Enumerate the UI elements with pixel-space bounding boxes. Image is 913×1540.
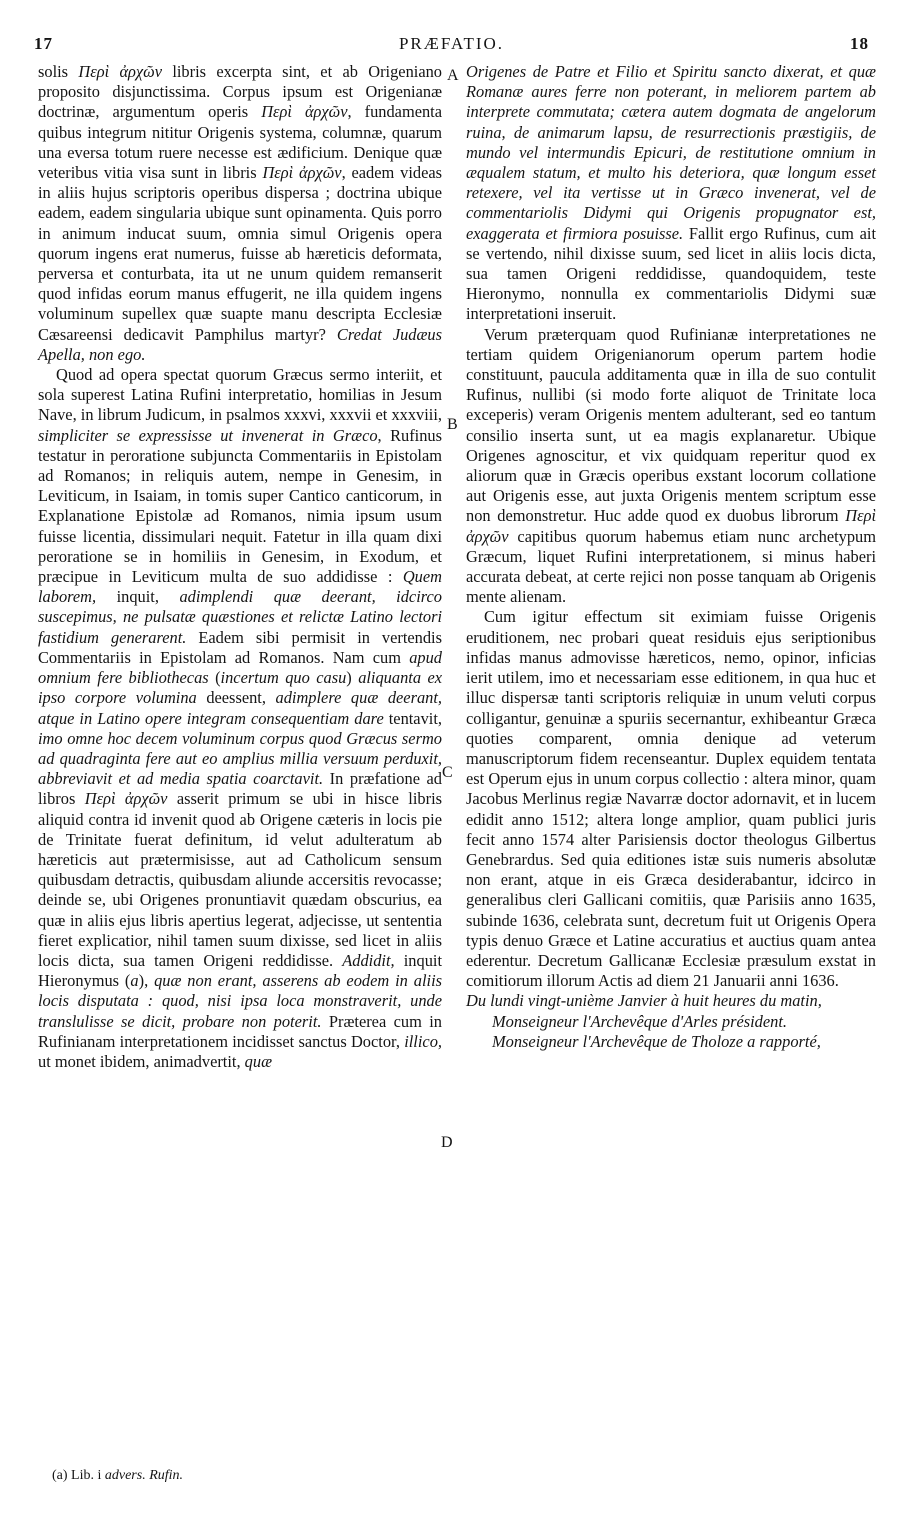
- minutes-line-3: Monseigneur l'Archevêque de Tholoze a rapporté,: [492, 1031, 821, 1051]
- running-header: [34, 34, 869, 60]
- minutes-line-1: Du lundi vingt-unième Janvier à huit heures du matin,: [466, 991, 822, 1011]
- text-run: , fundamenta quibus integrum nititur Origenis systema, columnæ, quarum una eversa totum ruere necesse est ædificium. Denique quæ veteribus vitia visa sunt in libris: [38, 102, 442, 183]
- text-run: Credat Judæus Apella, non ego.: [38, 324, 442, 364]
- margin-letter-d: D: [441, 1134, 453, 1151]
- margin-letter-a: A: [447, 67, 459, 84]
- text-run: Quem laborem,: [38, 567, 442, 607]
- text-run: , Rufinus testatur in peroratione subjuncta Commentariis in Epistolam ad Romanos; in reliquis autem, nempe in Genesim, in Leviticum, in Isaiam, in tomis super Cantico canticorum, in Explanatione Epistolæ ad Romanos, nimia ipsum usum fuisse licentia, dissimulari nequit. Fatetur in illa quam dixi peroratione se in homiliis in Genesim, in Exodum, et præcipue in Leviticum multa de suo addidisse :: [38, 425, 442, 587]
- text-run: Περὶ ἀρχῶν: [84, 789, 168, 809]
- text-run: In præfatione ad libros: [38, 769, 442, 809]
- text-run: adimplendi quæ deerant, idcirco suscepimus, ne pulsatæ quæstiones et relictæ Latino lectori fastidium generarent.: [38, 587, 442, 647]
- text-run: Περὶ ἀρχῶν: [78, 62, 162, 81]
- right-column: [466, 62, 876, 1052]
- left-paragraph-2: [38, 365, 442, 1072]
- margin-letter-c: C: [442, 764, 453, 781]
- text-run: Origenes de Patre et Filio et Spiritu sancto dixerat, et quæ Romanæ aures ferre non poterant, in meliorem partem ab interprete commutata; cætera autem dogmata de angelorum ruina, de animarum lapsu, de resurrectionis præstigiis, de mundo vel intermundis Epicuri, de restitutione omnium in æqualem statum, et multo his deteriora, quæ longum esset retexere, vel ita vertisse ut in Græco invenerat, vel de commentariolis Didymi qui Origenis propugnator est, exaggerata et firmiora posuisse.: [466, 62, 876, 243]
- text-run: illico,: [404, 1031, 442, 1051]
- text-run: simpliciter se expressisse ut invenerat in Græco: [38, 425, 378, 445]
- text-run: , eadem videas in aliis hujus scriptoris operibus dispersa ; doctrina ubique eadem, eadem singularia ubique sunt opinamenta. Quis porro in animum inducat suum, omnia simul Origenis opera quorum ingens erat numerus, fuisse ab hæreticis deformata, perversa et conturbata, ita ut ne unum quidem remanserit quod infidas eorum manus effugerit, ne illa quidem ingens voluminum supellex quæ suapte manu descripta Ecclesiæ Cæsareensi dedicavit Pamphilus martyr?: [38, 163, 442, 344]
- right-paragraph-2: [466, 325, 876, 608]
- text-run: aliquanta ex ipso corpore volumina: [38, 668, 442, 708]
- running-title: PRÆFATIO.: [398, 34, 505, 53]
- text-run: quæ non erant, asserens ab eodem in aliis locis disputata : quod, nisi ipsa loca monstraverit, unde translulisse se dicit, probare non poterit.: [38, 971, 443, 1031]
- text-run: Περὶ ἀρχῶν: [262, 163, 342, 183]
- text-run: asserit primum se ubi in hisce libris aliquid contra id invenit quod ab Origene cæteris in locis pie de Trinitate fuerat definitum, id velut adulteratum ab hæreticis aut prætermisisse, aut ad Catholicum sensum quibusdam detractis, quibusdam aliunde accersitis revocasse; deinde se, ubi Origenes pronuntiavit quædam obscurius, ea quæ in aliis ejus libris apertius legerat, adjecisse, ut sententia fieret explicatior, nihil tamen suum dixisse, sed licet in aliis locis dicta, sua tamen Origeni reddidisse.: [38, 789, 443, 970]
- text-run: adimplere quæ deerant, atque in Latino opere integram consequentiam dare: [38, 688, 442, 728]
- right-paragraph-3: [466, 607, 876, 991]
- text-run: Verum præterquam quod Rufinianæ interpretationes ne tertiam quidem Origenianorum operum partem hodie constituunt, paucula additamenta quæ in illa de suo contulit Rufinus, nullibi (si modo forte aliquot de Trinitate loca exceperis) veram Origenis mentem adulterant, sed eo tantum consilio inserta sunt, ut ea magis explanaretur. Ubique Origenes agnoscitur, et vix quidquam reperitur quod ex aliorum quæ in Græcis operibus exstant locorum collatione aut Origenis esse, aut juxta Origenis mentem scriptum esse non demonstretur. Huc adde quod ex duobus librorum: [466, 324, 876, 526]
- text-run: Περὶ ἀρχῶν: [261, 102, 348, 122]
- page-number-left: 17: [34, 34, 53, 53]
- text-run: Quod ad opera spectat quorum Græcus sermo interiit, et sola superest Latina Rufini interpretatio, homilias in Jesum Nave, in librum Judicum, in psalmos xxxvi, xxxvii et xxxviii,: [38, 365, 442, 425]
- text-run: incertum quo casu: [220, 668, 347, 688]
- text-run: capitibus quorum habemus etiam nunc archetypum Græcum, liquet Rufini interpretationem, si minus haberi accurata debeat, at certe rejici non posse tanquam ab Origenis mente alienam.: [466, 526, 876, 607]
- text-run: inquit Hieronymus (: [38, 950, 442, 991]
- text-run: solis: [38, 62, 79, 81]
- text-run: (: [208, 668, 221, 688]
- text-run: Eadem sibi permisit in vertendis Commentariis in Epistolam ad Romanos. Nam cum: [38, 627, 442, 667]
- page-number-right: 18: [850, 34, 869, 53]
- text-run: ): [346, 668, 359, 688]
- text-run: inquit,: [96, 587, 180, 607]
- left-column: [38, 62, 442, 1072]
- text-run: libris excerpta sint, et ab Origeniano proposito disjunctissima. Corpus ipsum est Origenianæ doctrinæ, argumentum operis: [38, 62, 442, 122]
- footnote: [52, 1468, 183, 1484]
- text-run: Addidit,: [342, 950, 395, 970]
- right-paragraph-1: [466, 62, 876, 325]
- text-run: tentavit,: [383, 708, 442, 728]
- text-run: Cum igitur effectum sit eximiam fuisse Origenis eruditionem, nec probari queat residuis ejus seriptionibus infidas manus admovisse hæreticos, nemo, opinor, inficias ierit utilem, imo et necessariam esse editionem, in qua huc et illuc dispersæ tanti scriptoris reliquiæ in unum veluti corpus colligantur, genuinæ a spuriis secernantur, exhibeantur Græca quoties comparent, omnia denique ad veterum manuscriptorum fidem recenseantur. Duplex equidem tentata est Operum ejus in unum corpus collectio : altera minor, quam Jacobus Merlinus regiæ Navarræ doctor adornavit, et in lucem edidit anno 1512; altera longe amplior, quam publici juris fecit anno 1574 alter Parisiensis doctor theologus Gilbertus Genebrardus. Sed quia editiones istæ suis numeris absolutæ non erant, atque in eis Græca desiderabantur, idcirco in generalibus cleri Gallicani comitiis, quæ Parisiis anno 1635, subinde 1636, celebrata sunt, decretum fuit ut Origenis Opera typis denuo Græce et Latine accuratius et auctius quam antea ederentur. Decretum Gallicanæ Ecclesiæ præsulum exstat in comitiorum illorum Actis ad diem 21 Januarii anni 1636.: [466, 607, 876, 991]
- text-run: ut monet ibidem, animadvertit,: [38, 1051, 245, 1071]
- text-run: apud omnium fere bibliothecas: [38, 647, 442, 688]
- footnote-marker: (a) Lib. i: [52, 1468, 102, 1483]
- minutes-line-2: Monseigneur l'Archevêque d'Arles président.: [492, 1011, 787, 1031]
- left-paragraph-1: [38, 62, 442, 365]
- text-run: ),: [138, 971, 155, 991]
- text-run: Περὶ ἀρχῶν: [466, 506, 876, 546]
- text-run: Fallit ergo Rufinus, cum ait se vertendo, nihil dixisse suum, sed licet in aliis locis dicta, sua tamen Origeni reddidisse, quandoquidem, teste Hieronymo, nonnulla ex commentariolis Didymi suæ interpretationi inseruit.: [466, 223, 877, 324]
- text-run: a: [130, 971, 139, 991]
- text-run: quæ: [244, 1051, 272, 1071]
- text-run: imo omne hoc decem voluminum corpus quod Græcus sermo ad quadraginta fere aut eo amplius millia versuum perduxit, abbreviavit et ad media spatia coarctavit.: [38, 728, 442, 789]
- footnote-reference: advers. Rufin.: [104, 1468, 184, 1483]
- text-run: deessent,: [196, 688, 276, 708]
- margin-letter-b: B: [447, 416, 458, 433]
- text-run: Præterea cum in Rufinianam interpretationem incidisset sanctus Doctor,: [38, 1011, 443, 1051]
